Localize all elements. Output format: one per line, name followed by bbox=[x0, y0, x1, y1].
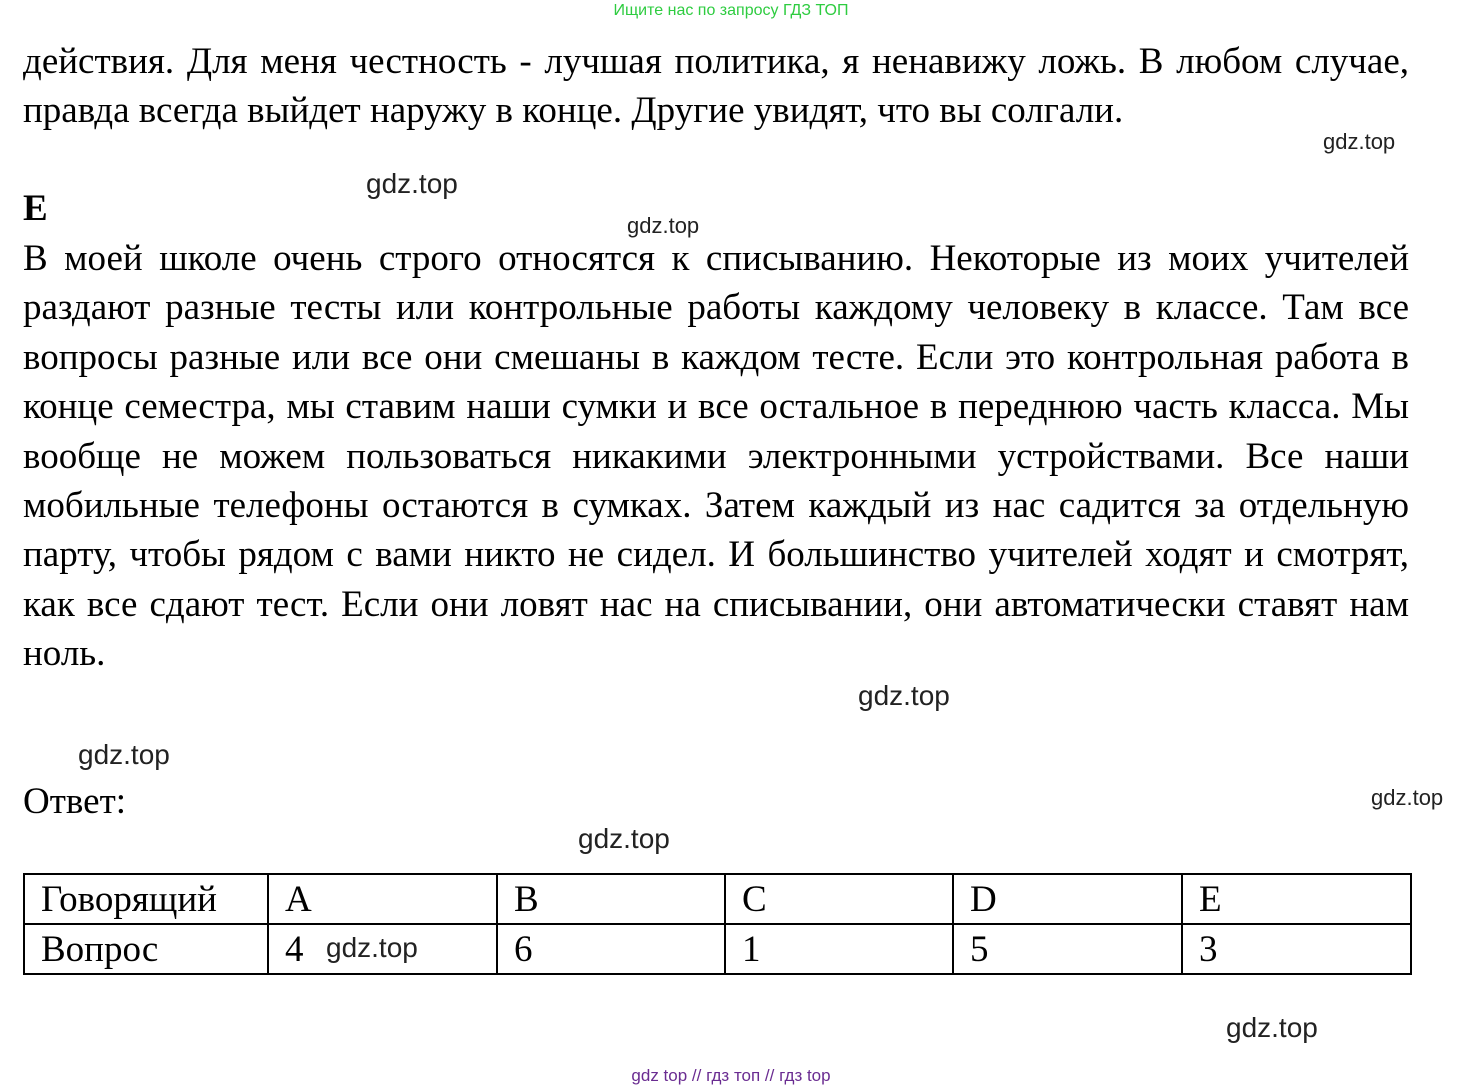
watermark: gdz.top bbox=[366, 168, 458, 199]
table-cell: E bbox=[1182, 874, 1411, 924]
table-cell: 4 bbox=[268, 924, 497, 974]
top-banner[interactable]: Ищите нас по запросу ГДЗ ТОП bbox=[613, 2, 849, 19]
table-row-question bbox=[24, 924, 1411, 974]
watermark: gdz.top bbox=[1323, 129, 1396, 154]
table-cell: 1 bbox=[725, 924, 953, 974]
table-cell: D bbox=[953, 874, 1182, 924]
bottom-footer-links[interactable]: gdz top // гдз топ // гдз top bbox=[631, 1066, 831, 1085]
watermark: gdz.top bbox=[627, 213, 700, 238]
table-cell: 6 bbox=[497, 924, 725, 974]
table-cell: B bbox=[497, 874, 725, 924]
table-cell: Говорящий bbox=[24, 874, 268, 924]
watermark: gdz.top bbox=[1226, 1012, 1318, 1043]
watermark: gdz.top bbox=[858, 680, 950, 711]
table-cell: 5 bbox=[953, 924, 1182, 974]
table-row-speaker bbox=[24, 874, 1411, 924]
intro-paragraph: действия. Для меня честность - лучшая политика, я ненавижу ложь. В любом случае, правда всегда выйдет наружу в конце. Другие увидят, что вы солгали. bbox=[23, 41, 1409, 132]
table-cell: C bbox=[725, 874, 953, 924]
answer-table bbox=[23, 873, 1412, 975]
watermark: gdz.top bbox=[326, 932, 418, 963]
answer-label: Ответ: bbox=[23, 781, 127, 822]
watermark: gdz.top bbox=[78, 739, 170, 770]
watermark: gdz.top bbox=[578, 823, 670, 854]
section-heading-e: E bbox=[23, 188, 48, 229]
table-cell: A bbox=[268, 874, 497, 924]
table-cell: Вопрос bbox=[24, 924, 268, 974]
section-e-paragraph: В моей школе очень строго относятся к списыванию. Некоторые из моих учителей раздают разные тесты или контрольные работы каждому человеку в классе. Там все вопросы разные или все они смешаны в каждом тесте. Если это контрольная работа в конце семестра, мы ставим наши сумки и все остальное в переднюю часть класса. Мы вообще не можем пользоваться никакими электронными устройствами. Все наши мобильные телефоны остаются в сумках. Затем каждый из нас садится за отдельную парту, чтобы рядом с вами никто не сидел. И большинство учителей ходят и смотрят, как все сдают тест. Если они ловят нас на списывании, они автоматически ставят нам ноль. bbox=[23, 238, 1409, 675]
table-cell: 3 bbox=[1182, 924, 1411, 974]
watermark: gdz.top bbox=[1371, 785, 1444, 810]
